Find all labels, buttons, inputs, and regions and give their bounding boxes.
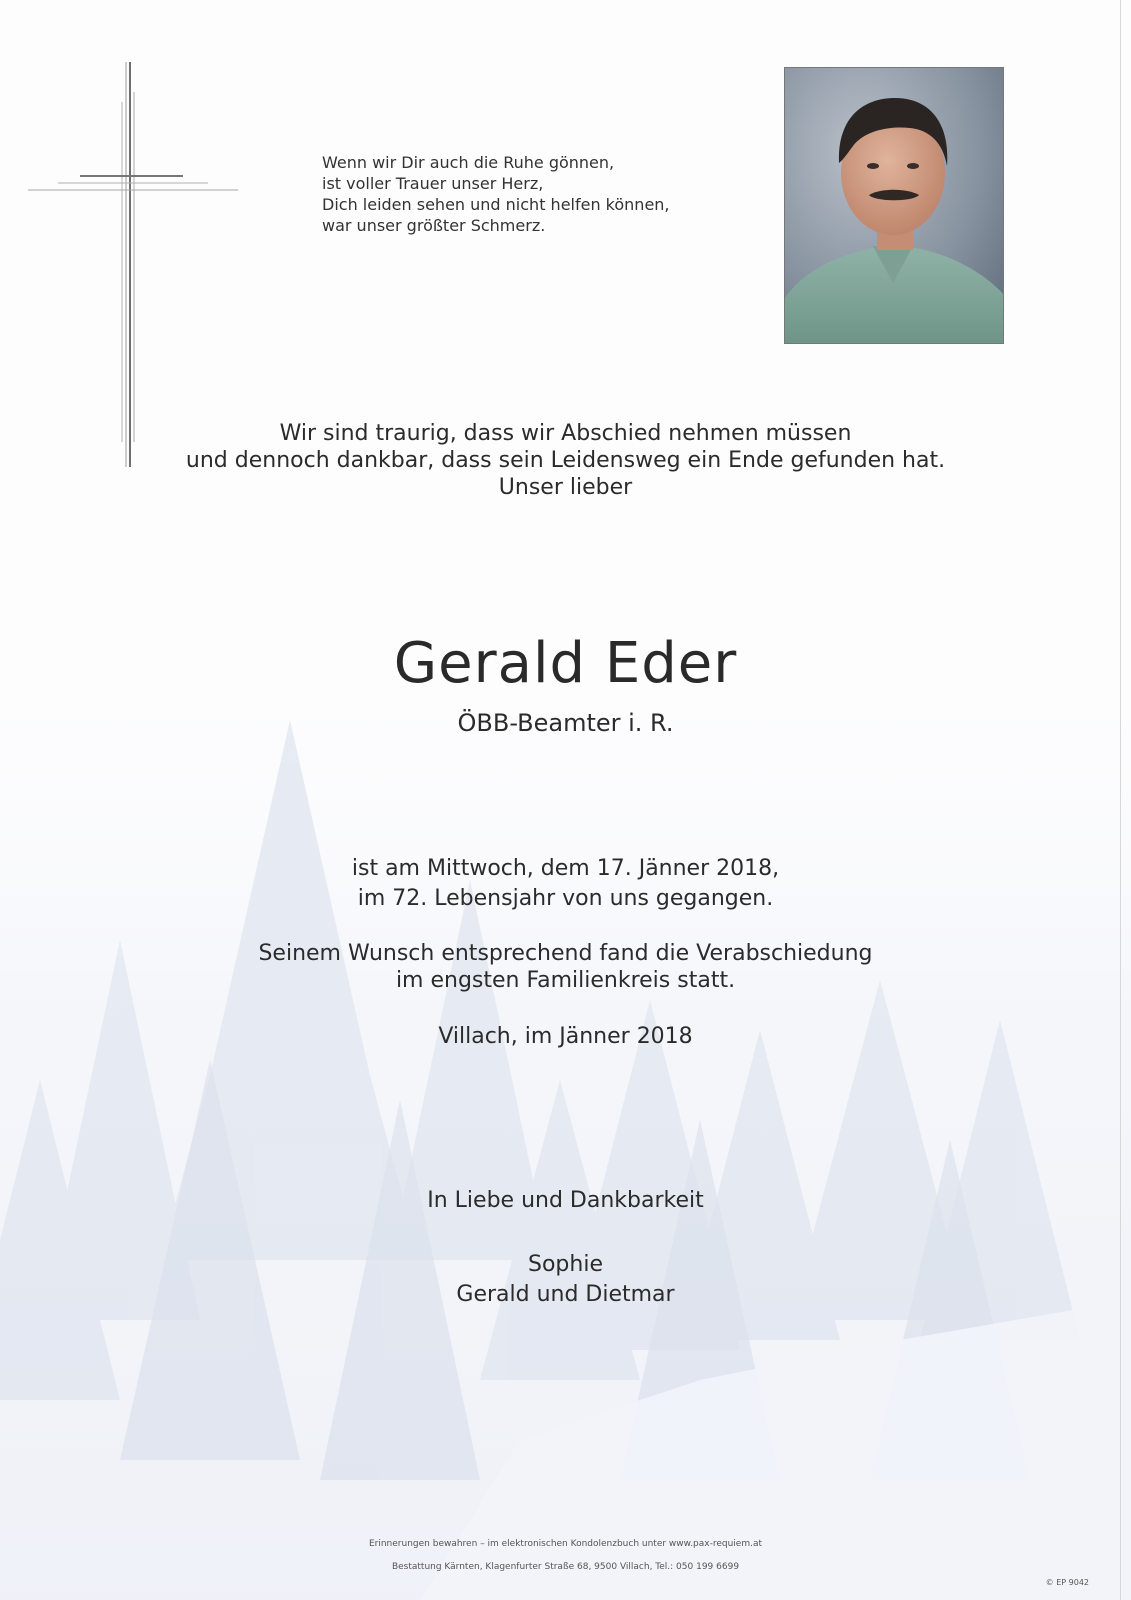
poem-line: Dich leiden sehen und nicht helfen können,	[322, 195, 670, 214]
page-edge	[1120, 0, 1121, 1600]
portrait-photo	[784, 67, 1004, 344]
place-date: Villach, im Jänner 2018	[438, 1024, 693, 1049]
death-notice-line: ist am Mittwoch, dem 17. Jänner 2018,	[351, 856, 780, 881]
deceased-name: Gerald Eder	[393, 631, 738, 696]
farewell-wish	[0, 940, 1131, 994]
family-name: Gerald und Dietmar	[456, 1282, 675, 1307]
winter-forest-background	[0, 700, 1131, 1600]
footer-condolence-line: Erinnerungen bewahren – im elektronischen Kondolenzbuch unter www.pax-requiem.at	[368, 1539, 763, 1549]
cross-icon	[28, 62, 238, 482]
poem-line: war unser größter Schmerz.	[322, 216, 546, 235]
death-notice-line: im 72. Lebensjahr von uns gegangen.	[357, 886, 774, 911]
intro-line: Unser lieber	[498, 475, 633, 500]
intro-line: Wir sind traurig, dass wir Abschied nehmen müssen	[279, 421, 852, 446]
footer-funeral-home-line: Bestattung Kärnten, Klagenfurter Straße 68, 9500 Villach, Tel.: 050 199 6699	[391, 1562, 740, 1572]
closing-phrase: In Liebe und Dankbarkeit	[427, 1188, 704, 1213]
family-name: Sophie	[528, 1252, 603, 1277]
death-notice	[0, 854, 1131, 914]
print-code: © EP 9042	[1045, 1578, 1089, 1587]
intro-line: und dennoch dankbar, dass sein Leidensweg ein Ende gefunden hat.	[185, 448, 946, 473]
intro-text	[0, 420, 1131, 501]
family-names	[0, 1250, 1131, 1310]
poem	[322, 152, 742, 236]
poem-line: ist voller Trauer unser Herz,	[322, 174, 544, 193]
poem-line: Wenn wir Dir auch die Ruhe gönnen,	[322, 153, 615, 172]
farewell-wish-line: im engsten Familienkreis statt.	[395, 968, 736, 993]
deceased-title: ÖBB-Beamter i. R.	[457, 709, 674, 737]
farewell-wish-line: Seinem Wunsch entsprechend fand die Verabschiedung	[258, 941, 873, 966]
